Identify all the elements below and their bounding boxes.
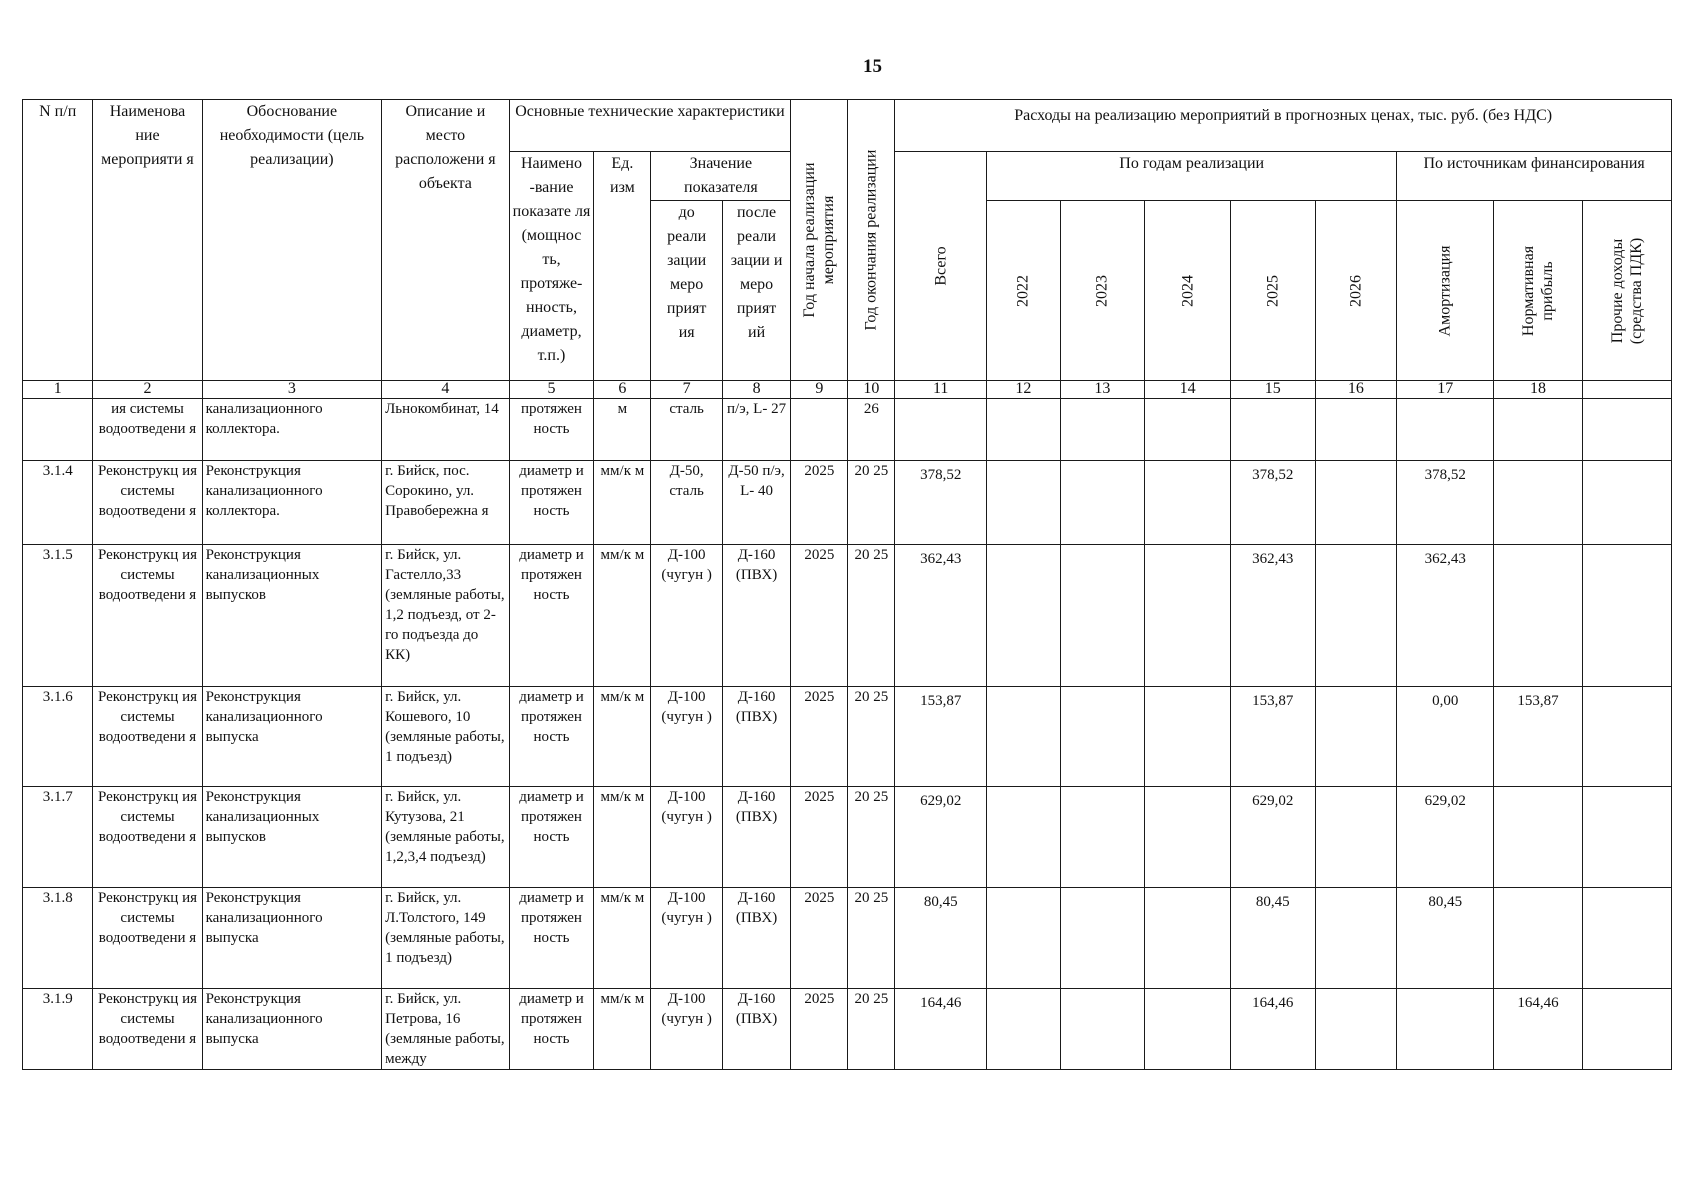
header-year-2022-text: 2022 [1014,274,1032,307]
cell-year-2026-value [1315,888,1397,989]
cell-description: г. Бийск, ул. Л.Толстого, 149 (земляные работы, 1 подъезд) [382,888,510,989]
header-year-2024 [1145,201,1231,381]
column-number: 1 [23,381,93,399]
header-total [895,152,987,381]
cell-tech-indicator: диаметр и протяжен ность [509,989,594,1070]
cell-year-2024-value [1145,399,1231,461]
cell-profit-value [1494,461,1583,545]
column-number: 15 [1230,381,1315,399]
cell-year-2024-value [1145,787,1231,888]
column-number: 7 [651,381,722,399]
header-year-2024-text: 2024 [1179,274,1197,307]
cell-description: г. Бийск, пос. Сорокино, ул. Правобережна я [382,461,510,545]
table-row [23,687,1672,787]
column-numbers-row [23,381,1672,399]
cell-amortization-value: 378,52 [1397,461,1494,545]
cell-profit-value [1494,888,1583,989]
header-value: Значение показателя [651,152,791,201]
cell-tech-indicator: диаметр и протяжен ность [509,687,594,787]
cell-end-year: 26 [848,399,895,461]
cell-other-income-value [1582,399,1671,461]
cell-profit-value [1494,545,1583,687]
cell-value-after: Д-160 (ПВХ) [722,888,790,989]
cell-year-2026-value [1315,399,1397,461]
column-number: 5 [509,381,594,399]
table-row [23,399,1672,461]
cell-description: г. Бийск, ул. Петрова, 16 (земляные работы, между [382,989,510,1070]
cell-year-2024-value [1145,461,1231,545]
cell-year-2022-value [987,687,1060,787]
cell-reason: Реконструкция канализационных выпусков [202,545,382,687]
cell-value-before: Д-50, сталь [651,461,722,545]
cell-measure-name: Реконструкц ия системы водоотведени я [93,787,202,888]
header-year-2023 [1060,201,1145,381]
cell-measure-name: Реконструкц ия системы водоотведени я [93,461,202,545]
table-row [23,989,1672,1070]
cell-row-number: 3.1.6 [23,687,93,787]
cell-year-2024-value [1145,545,1231,687]
header-expenses: Расходы на реализацию мероприятий в прогнозных ценах, тыс. руб. (без НДС) [895,100,1672,152]
header-year-2026-text: 2026 [1347,274,1365,307]
cell-reason: Реконструкция канализационных выпусков [202,787,382,888]
cell-total: 80,45 [895,888,987,989]
header-year-2025-text: 2025 [1264,274,1282,307]
cell-other-income-value [1582,545,1671,687]
cell-tech-indicator: диаметр и протяжен ность [509,545,594,687]
column-number: 9 [791,381,848,399]
cell-description: г. Бийск, ул. Кошевого, 10 (земляные работы, 1 подъезд) [382,687,510,787]
cell-year-2025-value: 80,45 [1230,888,1315,989]
header-source-profit [1494,201,1583,381]
header-end-year [848,100,895,381]
header-description: Описание и место расположени я объекта [382,100,510,381]
cell-description: г. Бийск, ул. Кутузова, 21 (земляные работы, 1,2,3,4 подъезд) [382,787,510,888]
column-number: 8 [722,381,790,399]
cell-year-2025-value: 362,43 [1230,545,1315,687]
cell-year-2026-value [1315,545,1397,687]
cell-row-number: 3.1.5 [23,545,93,687]
column-number: 17 [1397,381,1494,399]
cell-amortization-value [1397,399,1494,461]
column-number: 4 [382,381,510,399]
cell-unit: мм/к м [594,787,651,888]
cell-value-before: Д-100 (чугун ) [651,989,722,1070]
header-unit: Ед. изм [594,152,651,381]
cell-start-year: 2025 [791,989,848,1070]
cell-other-income-value [1582,989,1671,1070]
cell-end-year: 20 25 [848,461,895,545]
cell-value-before: Д-100 (чугун ) [651,545,722,687]
cell-value-before: Д-100 (чугун ) [651,787,722,888]
cell-year-2026-value [1315,989,1397,1070]
cell-year-2022-value [987,888,1060,989]
cell-other-income-value [1582,787,1671,888]
cell-unit: мм/к м [594,545,651,687]
column-number: 2 [93,381,202,399]
cell-start-year: 2025 [791,545,848,687]
header-tech-name: Наимено -вание показате ля (мощнос ть, протяже- нность, диаметр, т.п.) [509,152,594,381]
header-before: до реали зации меро прият ия [651,201,722,381]
cell-end-year: 20 25 [848,888,895,989]
header-source-amort-text: Амортизация [1436,245,1454,336]
cell-value-after: Д-160 (ПВХ) [722,989,790,1070]
cell-amortization-value: 362,43 [1397,545,1494,687]
cell-value-before: Д-100 (чугун ) [651,687,722,787]
column-number: 16 [1315,381,1397,399]
cell-total: 164,46 [895,989,987,1070]
cell-value-after: Д-160 (ПВХ) [722,545,790,687]
header-reason: Обоснование необходимости (цель реализации) [202,100,382,381]
cell-year-2026-value [1315,461,1397,545]
cell-year-2023-value [1060,888,1145,989]
cell-unit: мм/к м [594,687,651,787]
header-by-sources: По источникам финансирования [1397,152,1672,201]
column-number: 14 [1145,381,1231,399]
table-row [23,545,1672,687]
cell-year-2023-value [1060,787,1145,888]
cell-year-2022-value [987,461,1060,545]
column-number: 6 [594,381,651,399]
header-total-text: Всего [932,246,950,286]
cell-year-2022-value [987,399,1060,461]
header-n: N п/п [23,100,93,381]
cell-value-before: Д-100 (чугун ) [651,888,722,989]
cell-total: 629,02 [895,787,987,888]
cell-reason: Реконструкция канализационного выпуска [202,989,382,1070]
table-header [23,100,1672,381]
cell-row-number [23,399,93,461]
cell-year-2024-value [1145,989,1231,1070]
column-number: 11 [895,381,987,399]
column-number [1582,381,1671,399]
table-row [23,888,1672,989]
header-end-year-text: Год окончания реализации [862,149,880,331]
cell-profit-value [1494,399,1583,461]
column-number: 13 [1060,381,1145,399]
cell-value-after: п/э, L- 27 [722,399,790,461]
header-by-years: По годам реализации [987,152,1397,201]
cell-total: 153,87 [895,687,987,787]
cell-year-2022-value [987,989,1060,1070]
cell-year-2026-value [1315,687,1397,787]
table-row [23,461,1672,545]
cell-unit: мм/к м [594,989,651,1070]
cell-total [895,399,987,461]
column-number: 10 [848,381,895,399]
cell-measure-name: ия системы водоотведени я [93,399,202,461]
header-year-2022 [987,201,1060,381]
cell-profit-value: 153,87 [1494,687,1583,787]
cell-other-income-value [1582,461,1671,545]
header-year-2023-text: 2023 [1093,274,1111,307]
cell-year-2025-value [1230,399,1315,461]
cell-description: г. Бийск, ул. Гастелло,33 (земляные работы, 1,2 подъезд, от 2- го подъезда до КК) [382,545,510,687]
cell-amortization-value: 80,45 [1397,888,1494,989]
cell-unit: мм/к м [594,461,651,545]
cell-unit: мм/к м [594,888,651,989]
header-year-2026 [1315,201,1397,381]
cell-row-number: 3.1.4 [23,461,93,545]
header-year-2025 [1230,201,1315,381]
cell-start-year: 2025 [791,687,848,787]
cell-value-before: сталь [651,399,722,461]
cell-tech-indicator: протяжен ность [509,399,594,461]
cell-value-after: Д-160 (ПВХ) [722,787,790,888]
cell-year-2023-value [1060,545,1145,687]
cell-row-number: 3.1.7 [23,787,93,888]
cell-year-2023-value [1060,687,1145,787]
cell-year-2022-value [987,545,1060,687]
header-source-amort [1397,201,1494,381]
cell-year-2025-value: 164,46 [1230,989,1315,1070]
cell-amortization-value: 629,02 [1397,787,1494,888]
header-name: Наименова ние мероприяти я [93,100,202,381]
cell-start-year: 2025 [791,787,848,888]
header-start-year-text: Год начала реализации мероприятия [801,162,838,318]
cell-reason: Реконструкция канализационного выпуска [202,687,382,787]
cell-profit-value [1494,787,1583,888]
cell-total: 362,43 [895,545,987,687]
cell-start-year: 2025 [791,461,848,545]
table-row [23,787,1672,888]
cell-reason: канализационного коллектора. [202,399,382,461]
cell-year-2023-value [1060,989,1145,1070]
cell-amortization-value [1397,989,1494,1070]
column-number: 12 [987,381,1060,399]
cell-end-year: 20 25 [848,989,895,1070]
cell-start-year [791,399,848,461]
column-number: 18 [1494,381,1583,399]
cell-reason: Реконструкция канализационного коллектора. [202,461,382,545]
cell-end-year: 20 25 [848,545,895,687]
cell-total: 378,52 [895,461,987,545]
investment-table [22,99,1672,1070]
cell-year-2024-value [1145,687,1231,787]
cell-year-2023-value [1060,399,1145,461]
cell-start-year: 2025 [791,888,848,989]
cell-tech-indicator: диаметр и протяжен ность [509,888,594,989]
cell-description: Льнокомбинат, 14 [382,399,510,461]
cell-end-year: 20 25 [848,687,895,787]
cell-year-2025-value: 629,02 [1230,787,1315,888]
cell-end-year: 20 25 [848,787,895,888]
cell-year-2025-value: 378,52 [1230,461,1315,545]
cell-profit-value: 164,46 [1494,989,1583,1070]
cell-other-income-value [1582,888,1671,989]
cell-unit: м [594,399,651,461]
header-source-other-text: Прочие доходы (средства ПДК) [1608,237,1645,344]
header-source-profit-text: Нормативная прибыль [1520,245,1557,336]
cell-year-2024-value [1145,888,1231,989]
header-tech: Основные технические характеристики [509,100,791,152]
cell-measure-name: Реконструкц ия системы водоотведени я [93,687,202,787]
cell-row-number: 3.1.8 [23,888,93,989]
cell-measure-name: Реконструкц ия системы водоотведени я [93,888,202,989]
cell-value-after: Д-50 п/э, L- 40 [722,461,790,545]
header-source-other [1582,201,1671,381]
cell-other-income-value [1582,687,1671,787]
cell-measure-name: Реконструкц ия системы водоотведени я [93,545,202,687]
cell-year-2026-value [1315,787,1397,888]
cell-tech-indicator: диаметр и протяжен ность [509,461,594,545]
cell-reason: Реконструкция канализационного выпуска [202,888,382,989]
cell-measure-name: Реконструкц ия системы водоотведени я [93,989,202,1070]
cell-tech-indicator: диаметр и протяжен ность [509,787,594,888]
cell-year-2022-value [987,787,1060,888]
header-after: после реали зации и меро прият ий [722,201,790,381]
cell-row-number: 3.1.9 [23,989,93,1070]
header-start-year [791,100,848,381]
table-body [23,399,1672,1070]
cell-year-2025-value: 153,87 [1230,687,1315,787]
cell-year-2023-value [1060,461,1145,545]
page-number: 15 [863,56,882,77]
column-number: 3 [202,381,382,399]
cell-amortization-value: 0,00 [1397,687,1494,787]
cell-value-after: Д-160 (ПВХ) [722,687,790,787]
